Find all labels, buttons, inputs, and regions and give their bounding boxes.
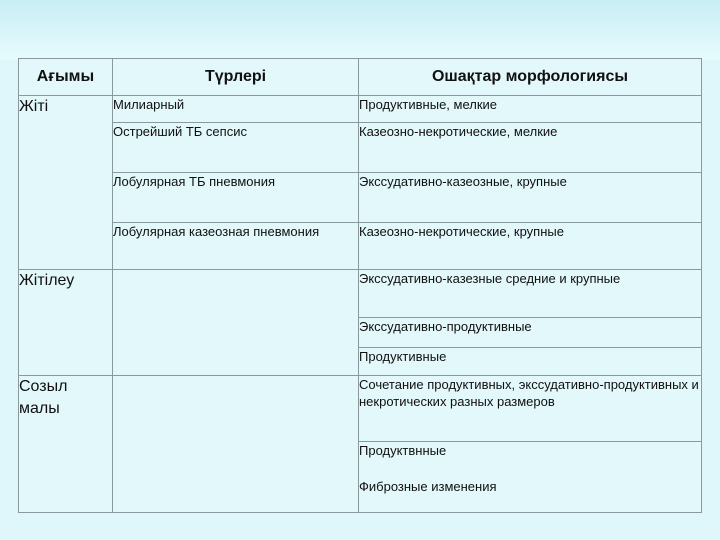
type-cell: Лобулярная казеозная пневмония	[113, 223, 359, 270]
table-row	[19, 376, 702, 442]
table-row	[19, 96, 702, 123]
table-row	[19, 223, 702, 270]
morphology-line: Фиброзные изменения	[359, 479, 497, 494]
morphology-cell: Экссудативно-казезные средние и крупные	[359, 270, 702, 318]
type-cell-empty	[113, 376, 359, 513]
table-row	[19, 270, 702, 318]
course-chronic-label: Созыл малы	[19, 378, 68, 417]
table-row	[19, 173, 702, 223]
slide-header-band	[0, 0, 720, 60]
header-course: Ағымы	[19, 59, 113, 96]
header-morphology: Ошақтар морфологиясы	[359, 59, 702, 96]
morphology-cell: Казеозно-некротические, крупные	[359, 223, 702, 270]
table-row	[19, 123, 702, 173]
header-types: Түрлері	[113, 59, 359, 96]
type-cell: Лобулярная ТБ пневмония	[113, 173, 359, 223]
morphology-cell: Экссудативно-продуктивные	[359, 318, 702, 348]
morphology-cell: Экссудативно-казеозные, крупные	[359, 173, 702, 223]
type-cell: Острейший ТБ сепсис	[113, 123, 359, 173]
course-acute: Жіті	[19, 96, 113, 270]
tuberculosis-forms-table	[18, 58, 702, 513]
table-header-row	[19, 59, 702, 96]
morphology-cell: Продуктивные	[359, 348, 702, 376]
morphology-cell: Казеозно-некротические, мелкие	[359, 123, 702, 173]
morphology-cell: Сочетание продуктивных, экссудативно-продуктивных и некротических разных размеров	[359, 376, 702, 442]
course-progressive: Жітілеу	[19, 270, 113, 376]
course-chronic	[19, 376, 113, 513]
type-cell: Милиарный	[113, 96, 359, 123]
morphology-cell: Продуктивные, мелкие	[359, 96, 702, 123]
type-cell-empty	[113, 270, 359, 376]
morphology-line: Продуктвнные	[359, 443, 447, 458]
morphology-cell	[359, 442, 702, 513]
